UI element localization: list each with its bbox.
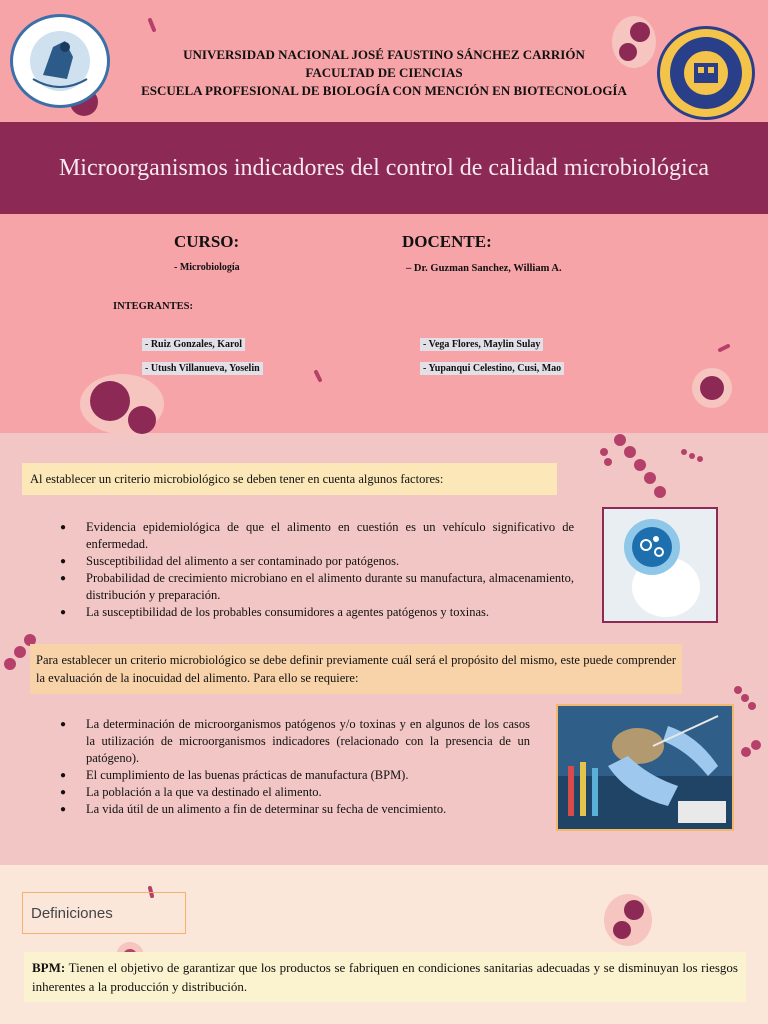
list-item: ● Susceptibilidad del alimento a ser contaminado por patógenos. xyxy=(60,553,574,570)
purpose-intro-box: Para establecer un criterio microbiológico se debe definir previamente cuál será el propósito del mismo, este puede comprender la evaluación de la inocuidad del alimento. Para ello se requiere: xyxy=(30,644,682,694)
microbe-cell-icon xyxy=(604,894,652,946)
member-name: - Utush Villanueva, Yoselin xyxy=(142,362,263,375)
list-item: ● El cumplimiento de las buenas prácticas de manufactura (BPM). xyxy=(60,767,530,784)
university-emblem-icon xyxy=(660,29,752,117)
course-heading: CURSO: xyxy=(174,232,240,251)
member-item xyxy=(420,363,564,374)
institution-header xyxy=(110,46,658,100)
member-item xyxy=(142,339,245,350)
requirements-list xyxy=(60,716,530,818)
definitions-heading: Definiciones xyxy=(22,892,186,934)
member-item xyxy=(142,363,263,374)
member-name: - Ruiz Gonzales, Karol xyxy=(142,338,245,351)
lab-photo xyxy=(556,704,734,831)
member-item xyxy=(420,339,543,350)
petri-dish-photo xyxy=(602,507,718,623)
school-logo xyxy=(10,14,110,108)
biology-school-emblem-icon xyxy=(13,17,107,105)
list-item: ● Probabilidad de crecimiento microbiano en el alimento durante su manufactura, almacenamiento, distribución y preparación. xyxy=(60,570,574,604)
member-name: - Vega Flores, Maylin Sulay xyxy=(420,338,543,351)
factors-intro-box: Al establecer un criterio microbiológico se deben tener en cuenta algunos factores: xyxy=(22,463,557,495)
poster-title: Microorganismos indicadores del control de calidad microbiológica xyxy=(58,154,710,181)
school-name: ESCUELA PROFESIONAL DE BIOLOGÍA CON MENCIÓN EN BIOTECNOLOGÍA xyxy=(141,83,627,98)
member-name: - Yupanqui Celestino, Cusi, Mao xyxy=(420,362,564,375)
bpm-text: Tienen el objetivo de garantizar que los productos se fabriquen en condiciones sanitarias adecuadas y se disminuyan los riesgos inherentes a la producción y distribución. xyxy=(32,960,738,994)
teacher-value: – Dr. Guzman Sanchez, William A. xyxy=(406,263,562,274)
microbe-cell-icon xyxy=(692,368,732,408)
list-item: ● La vida útil de un alimento a fin de determinar su fecha de vencimiento. xyxy=(60,801,530,818)
list-item: ● La susceptibilidad de los probables consumidores a agentes patógenos y toxinas. xyxy=(60,604,574,621)
members-heading: INTEGRANTES: xyxy=(113,301,193,312)
microbe-cell-icon xyxy=(80,374,164,434)
list-item: ● La población a la que va destinado el alimento. xyxy=(60,784,530,801)
university-name: UNIVERSIDAD NACIONAL JOSÉ FAUSTINO SÁNCHEZ CARRIÓN xyxy=(183,47,585,62)
university-seal xyxy=(657,26,755,120)
faculty-name: FACULTAD DE CIENCIAS xyxy=(305,65,463,80)
bpm-definition xyxy=(24,952,746,1002)
bpm-term: BPM: xyxy=(32,960,66,975)
teacher-heading: DOCENTE: xyxy=(402,232,492,251)
list-item: ● La determinación de microorganismos patógenos y/o toxinas y en algunos de los casos la utilización de microorganismos indicadores (relacionado con la presencia de un patógeno). xyxy=(60,716,530,767)
laboratory-petri-dish-photo xyxy=(558,706,732,829)
list-item: ● Evidencia epidemiológica de que el alimento en cuestión es un vehículo significativo de enfermedad. xyxy=(60,519,574,553)
factors-list xyxy=(60,519,574,621)
petri-dish-bacteria-icon xyxy=(604,509,716,621)
course-value: - Microbiología xyxy=(174,262,240,273)
